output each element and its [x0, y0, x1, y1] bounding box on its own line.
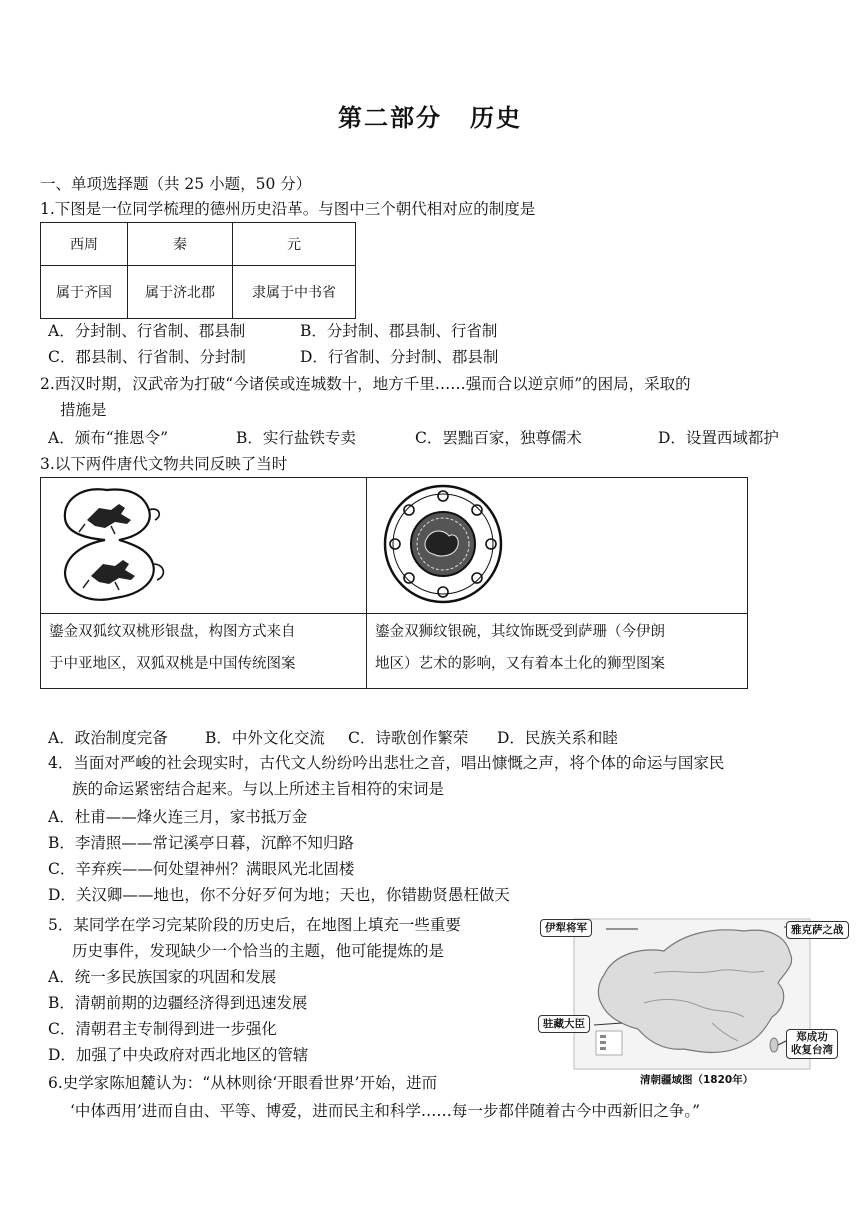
map-label: 雅克萨之战: [786, 921, 849, 939]
table-cell: 隶属于中书省: [233, 266, 356, 319]
q3-option-d: D．民族关系和睦: [497, 729, 618, 747]
q2-option-d: D．设置西域都护: [658, 429, 779, 447]
map-label: 伊犁将军: [540, 919, 592, 937]
q6-stem-line1: 6.史学家陈旭麓认为：“从林则徐‘开眼看世界’开始，进而: [48, 1074, 438, 1092]
q3-option-a: A．政治制度完备: [48, 729, 168, 747]
q5-stem-line1: 5．某同学在学习完某阶段的历史后，在地图上填充一些重要: [48, 916, 461, 934]
q1-option-c: C．郡县制、行省制、分封制: [48, 348, 246, 366]
q4-stem-line2: 族的命运紧密结合起来。与以上所述主旨相符的宋词是: [72, 780, 445, 798]
q3-artifact-table: [40, 477, 748, 689]
q3-option-c: C．诗歌创作繁荣: [348, 729, 469, 747]
q3-stem: 3.以下两件唐代文物共同反映了当时: [40, 455, 288, 473]
q4-stem-line1: 4．当面对严峻的社会现实时，古代文人纷纷吟出悲壮之音，唱出慷慨之声，将个体的命运与国家民: [48, 754, 725, 772]
q2-stem-line2: 措施是: [60, 401, 107, 419]
q4-option-b: B．李清照——常记溪亭日暮，沉醉不知归路: [48, 834, 354, 852]
page-title: [0, 98, 860, 133]
q4-option-c: C．辛弃疾——何处望神州？满眼风光北固楼: [48, 860, 355, 878]
table-cell: 属于齐国: [41, 266, 128, 319]
table-header-cell: 西周: [41, 223, 128, 266]
lion-bowl-caption-line2: 地区）艺术的影响，又有着本土化的狮型图案: [375, 656, 665, 672]
map-label: 郑成功: [796, 1031, 828, 1043]
q5-stem-line2: 历史事件，发现缺少一个恰当的主题，他可能提炼的是: [72, 942, 445, 960]
map-label: 驻藏大臣: [538, 1015, 590, 1033]
q1-history-table: [40, 222, 356, 319]
q1-option-d: D．行省制、分封制、郡县制: [300, 348, 499, 366]
q2-stem-line1: 2.西汉时期，汉武帝为打破“今诸侯或连城数十，地方千里……强而合以逆京师”的困局，采取的: [40, 375, 691, 393]
q6-stem-line2: ‘中体西用’进而自由、平等、博爱，进而民主和科学……每一步都伴随着古今中西新旧之争。”: [70, 1102, 701, 1120]
q5-option-b: B．清朝前期的边疆经济得到迅速发展: [48, 994, 308, 1012]
q2-option-b: B．实行盐铁专卖: [236, 429, 356, 447]
title-part: 第二部分: [338, 103, 442, 132]
fox-plate-caption-line1: 鎏金双狐纹双桃形银盘，构图方式来自: [49, 624, 296, 640]
fox-plate-caption-line2: 于中亚地区，双狐双桃是中国传统图案: [49, 656, 296, 672]
map-label-zhengchenggong: [786, 1029, 838, 1059]
map-caption: 清朝疆域图（1820年）: [640, 1074, 754, 1086]
q4-option-a: A．杜甫——烽火连三月，家书抵万金: [48, 808, 308, 826]
q5-option-a: A．统一多民族国家的巩固和发展: [48, 968, 277, 986]
title-subject: 历史: [470, 103, 522, 132]
q5-option-d: D．加强了中央政府对西北地区的管辖: [48, 1046, 309, 1064]
qing-territory-map: [534, 913, 850, 1083]
table-header-cell: 秦: [128, 223, 233, 266]
table-cell: 属于济北郡: [128, 266, 233, 319]
q5-option-c: C．清朝君主专制得到进一步强化: [48, 1020, 277, 1038]
table-header-cell: 元: [233, 223, 356, 266]
q1-stem: 1.下图是一位同学梳理的德州历史沿革。与图中三个朝代相对应的制度是: [40, 200, 536, 218]
map-label: 收复台湾: [791, 1044, 833, 1056]
fox-plate-image: [49, 480, 199, 610]
lion-bowl-caption-line1: 鎏金双狮纹银碗，其纹饰既受到萨珊（今伊朗: [375, 624, 665, 640]
q2-option-c: C．罢黜百家，独尊儒术: [415, 429, 582, 447]
q1-option-a: A．分封制、行省制、郡县制: [48, 322, 246, 340]
lion-bowl-image: [379, 482, 509, 608]
section-header: 一、单项选择题（共 25 小题，50 分）: [40, 175, 312, 193]
q3-option-b: B．中外文化交流: [205, 729, 325, 747]
q1-option-b: B．分封制、郡县制、行省制: [300, 322, 498, 340]
q4-option-d: D．关汉卿——地也，你不分好歹何为地；天也，你错勘贤愚枉做天: [48, 886, 510, 904]
q2-option-a: A．颁布“推恩令”: [48, 429, 169, 447]
